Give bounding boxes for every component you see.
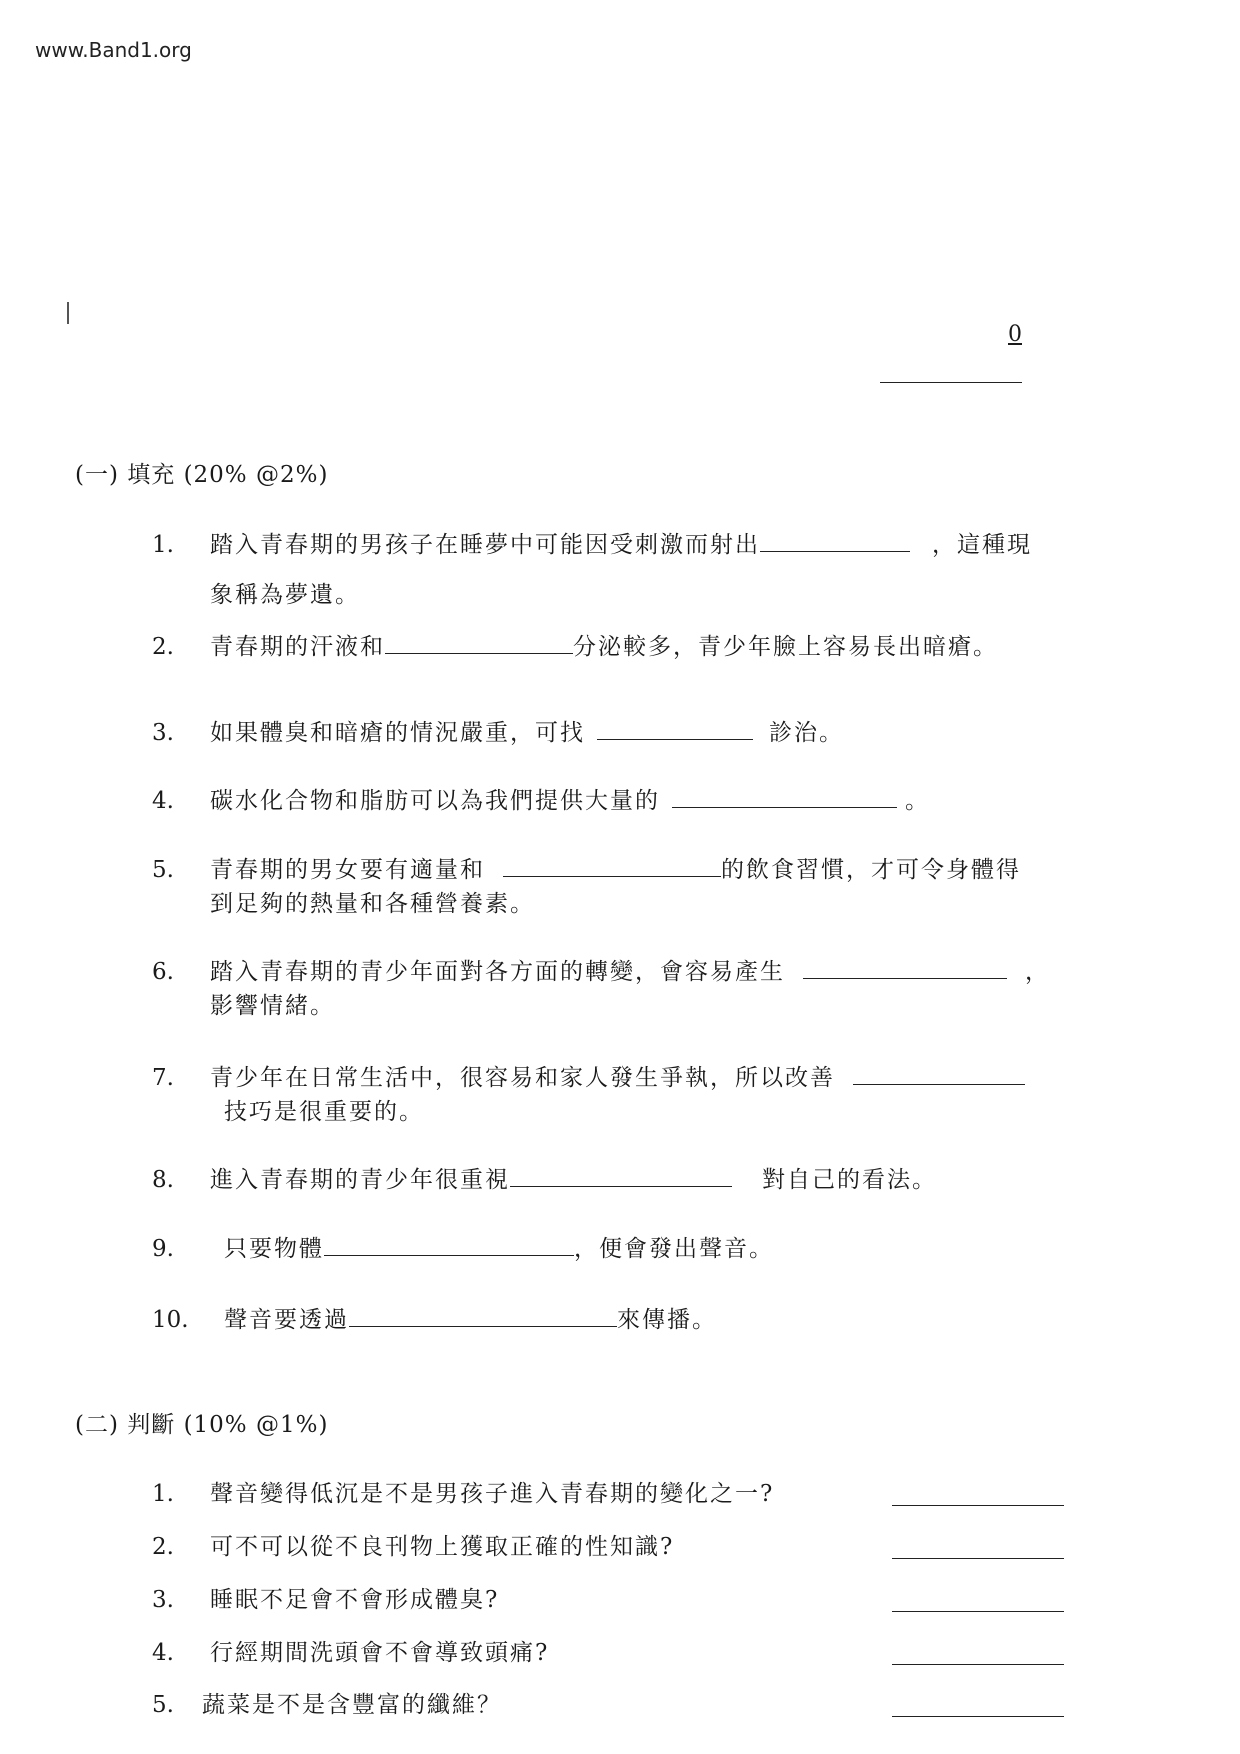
- question-text: 青春期的汗液和: [210, 634, 385, 660]
- question-text: 。: [905, 788, 930, 814]
- answer-blank[interactable]: [853, 1058, 1025, 1085]
- question-text: 青少年在日常生活中，很容易和家人發生爭執，所以改善: [210, 1065, 835, 1091]
- question-text-continued: 影響情緒。: [210, 993, 335, 1019]
- judge-answer-line-3[interactable]: [892, 1611, 1064, 1612]
- question-number: 6.: [152, 959, 174, 985]
- question-text: ，: [1025, 959, 1050, 985]
- score-box: [880, 322, 1022, 384]
- judge-answer-line-5[interactable]: [892, 1716, 1064, 1717]
- answer-blank[interactable]: [510, 1160, 732, 1187]
- question-number: 5.: [152, 857, 174, 883]
- question-text: 行經期間洗頭會不會導致頭痛?: [210, 1640, 550, 1666]
- question-number: 2.: [152, 634, 174, 660]
- question-text: ，這種現: [932, 532, 1032, 558]
- question-text: 診治。: [769, 720, 844, 746]
- question-text: 如果體臭和暗瘡的情況嚴重，可找: [210, 720, 585, 746]
- answer-blank[interactable]: [597, 713, 753, 740]
- question-text-continued: 技巧是很重要的。: [224, 1099, 424, 1125]
- question-text: 只要物體: [224, 1236, 324, 1262]
- question-number: 1.: [152, 1481, 174, 1507]
- question-number: 5.: [152, 1692, 174, 1718]
- answer-blank[interactable]: [349, 1300, 617, 1327]
- question-text: 碳水化合物和脂肪可以為我們提供大量的: [210, 788, 660, 814]
- question-number: 2.: [152, 1534, 174, 1560]
- question-text: 踏入青春期的男孩子在睡夢中可能因受刺激而射出: [210, 532, 760, 558]
- question-number: 7.: [152, 1065, 174, 1091]
- question-text: 聲音變得低沉是不是男孩子進入青春期的變化之一?: [210, 1481, 775, 1507]
- question-text: 蔬菜是不是含豐富的纖維？: [202, 1692, 502, 1718]
- section-true-false-title: (二) 判斷 (10% @1%): [75, 1412, 329, 1438]
- question-text: 睡眠不足會不會形成體臭?: [210, 1587, 500, 1613]
- question-text: 踏入青春期的青少年面對各方面的轉變，會容易產生: [210, 959, 785, 985]
- question-text: 可不可以從不良刊物上獲取正確的性知識?: [210, 1534, 675, 1560]
- judge-answer-line-4[interactable]: [892, 1664, 1064, 1665]
- answer-blank[interactable]: [385, 627, 573, 654]
- question-text: 進入青春期的青少年很重視: [210, 1167, 510, 1193]
- question-text: 聲音要透過: [224, 1307, 349, 1333]
- question-number: 8.: [152, 1167, 174, 1193]
- question-number: 4.: [152, 788, 174, 814]
- question-number: 4.: [152, 1640, 174, 1666]
- score-line: [880, 382, 1022, 383]
- watermark-url: www.Band1.org: [35, 38, 192, 62]
- question-text: ，便會發出聲音。: [574, 1236, 774, 1262]
- answer-blank[interactable]: [672, 781, 897, 808]
- question-number: 9.: [152, 1236, 174, 1262]
- answer-blank[interactable]: [760, 525, 910, 552]
- section-fill-in-title: (一) 填充 (20% @2%): [75, 462, 329, 488]
- answer-blank[interactable]: [324, 1229, 574, 1256]
- question-number: 10.: [152, 1307, 189, 1333]
- question-text-continued: 到足夠的熱量和各種營養素。: [210, 891, 535, 917]
- judge-answer-line-1[interactable]: [892, 1505, 1064, 1506]
- judge-answer-line-2[interactable]: [892, 1558, 1064, 1559]
- question-number: 3.: [152, 1587, 174, 1613]
- question-text: 分泌較多，青少年臉上容易長出暗瘡。: [573, 634, 998, 660]
- question-number: 1.: [152, 532, 174, 558]
- answer-blank[interactable]: [803, 952, 1007, 979]
- score-value: 0: [1008, 322, 1022, 347]
- scan-edge-mark: [67, 302, 69, 324]
- question-text: 來傳播。: [617, 1307, 717, 1333]
- question-number: 3.: [152, 720, 174, 746]
- question-text: 對自己的看法。: [762, 1167, 937, 1193]
- answer-blank[interactable]: [503, 850, 721, 877]
- question-text: 青春期的男女要有適量和: [210, 857, 485, 883]
- question-text-continued: 象稱為夢遺。: [210, 582, 360, 608]
- question-text: 的飲食習慣，才可令身體得: [721, 857, 1021, 883]
